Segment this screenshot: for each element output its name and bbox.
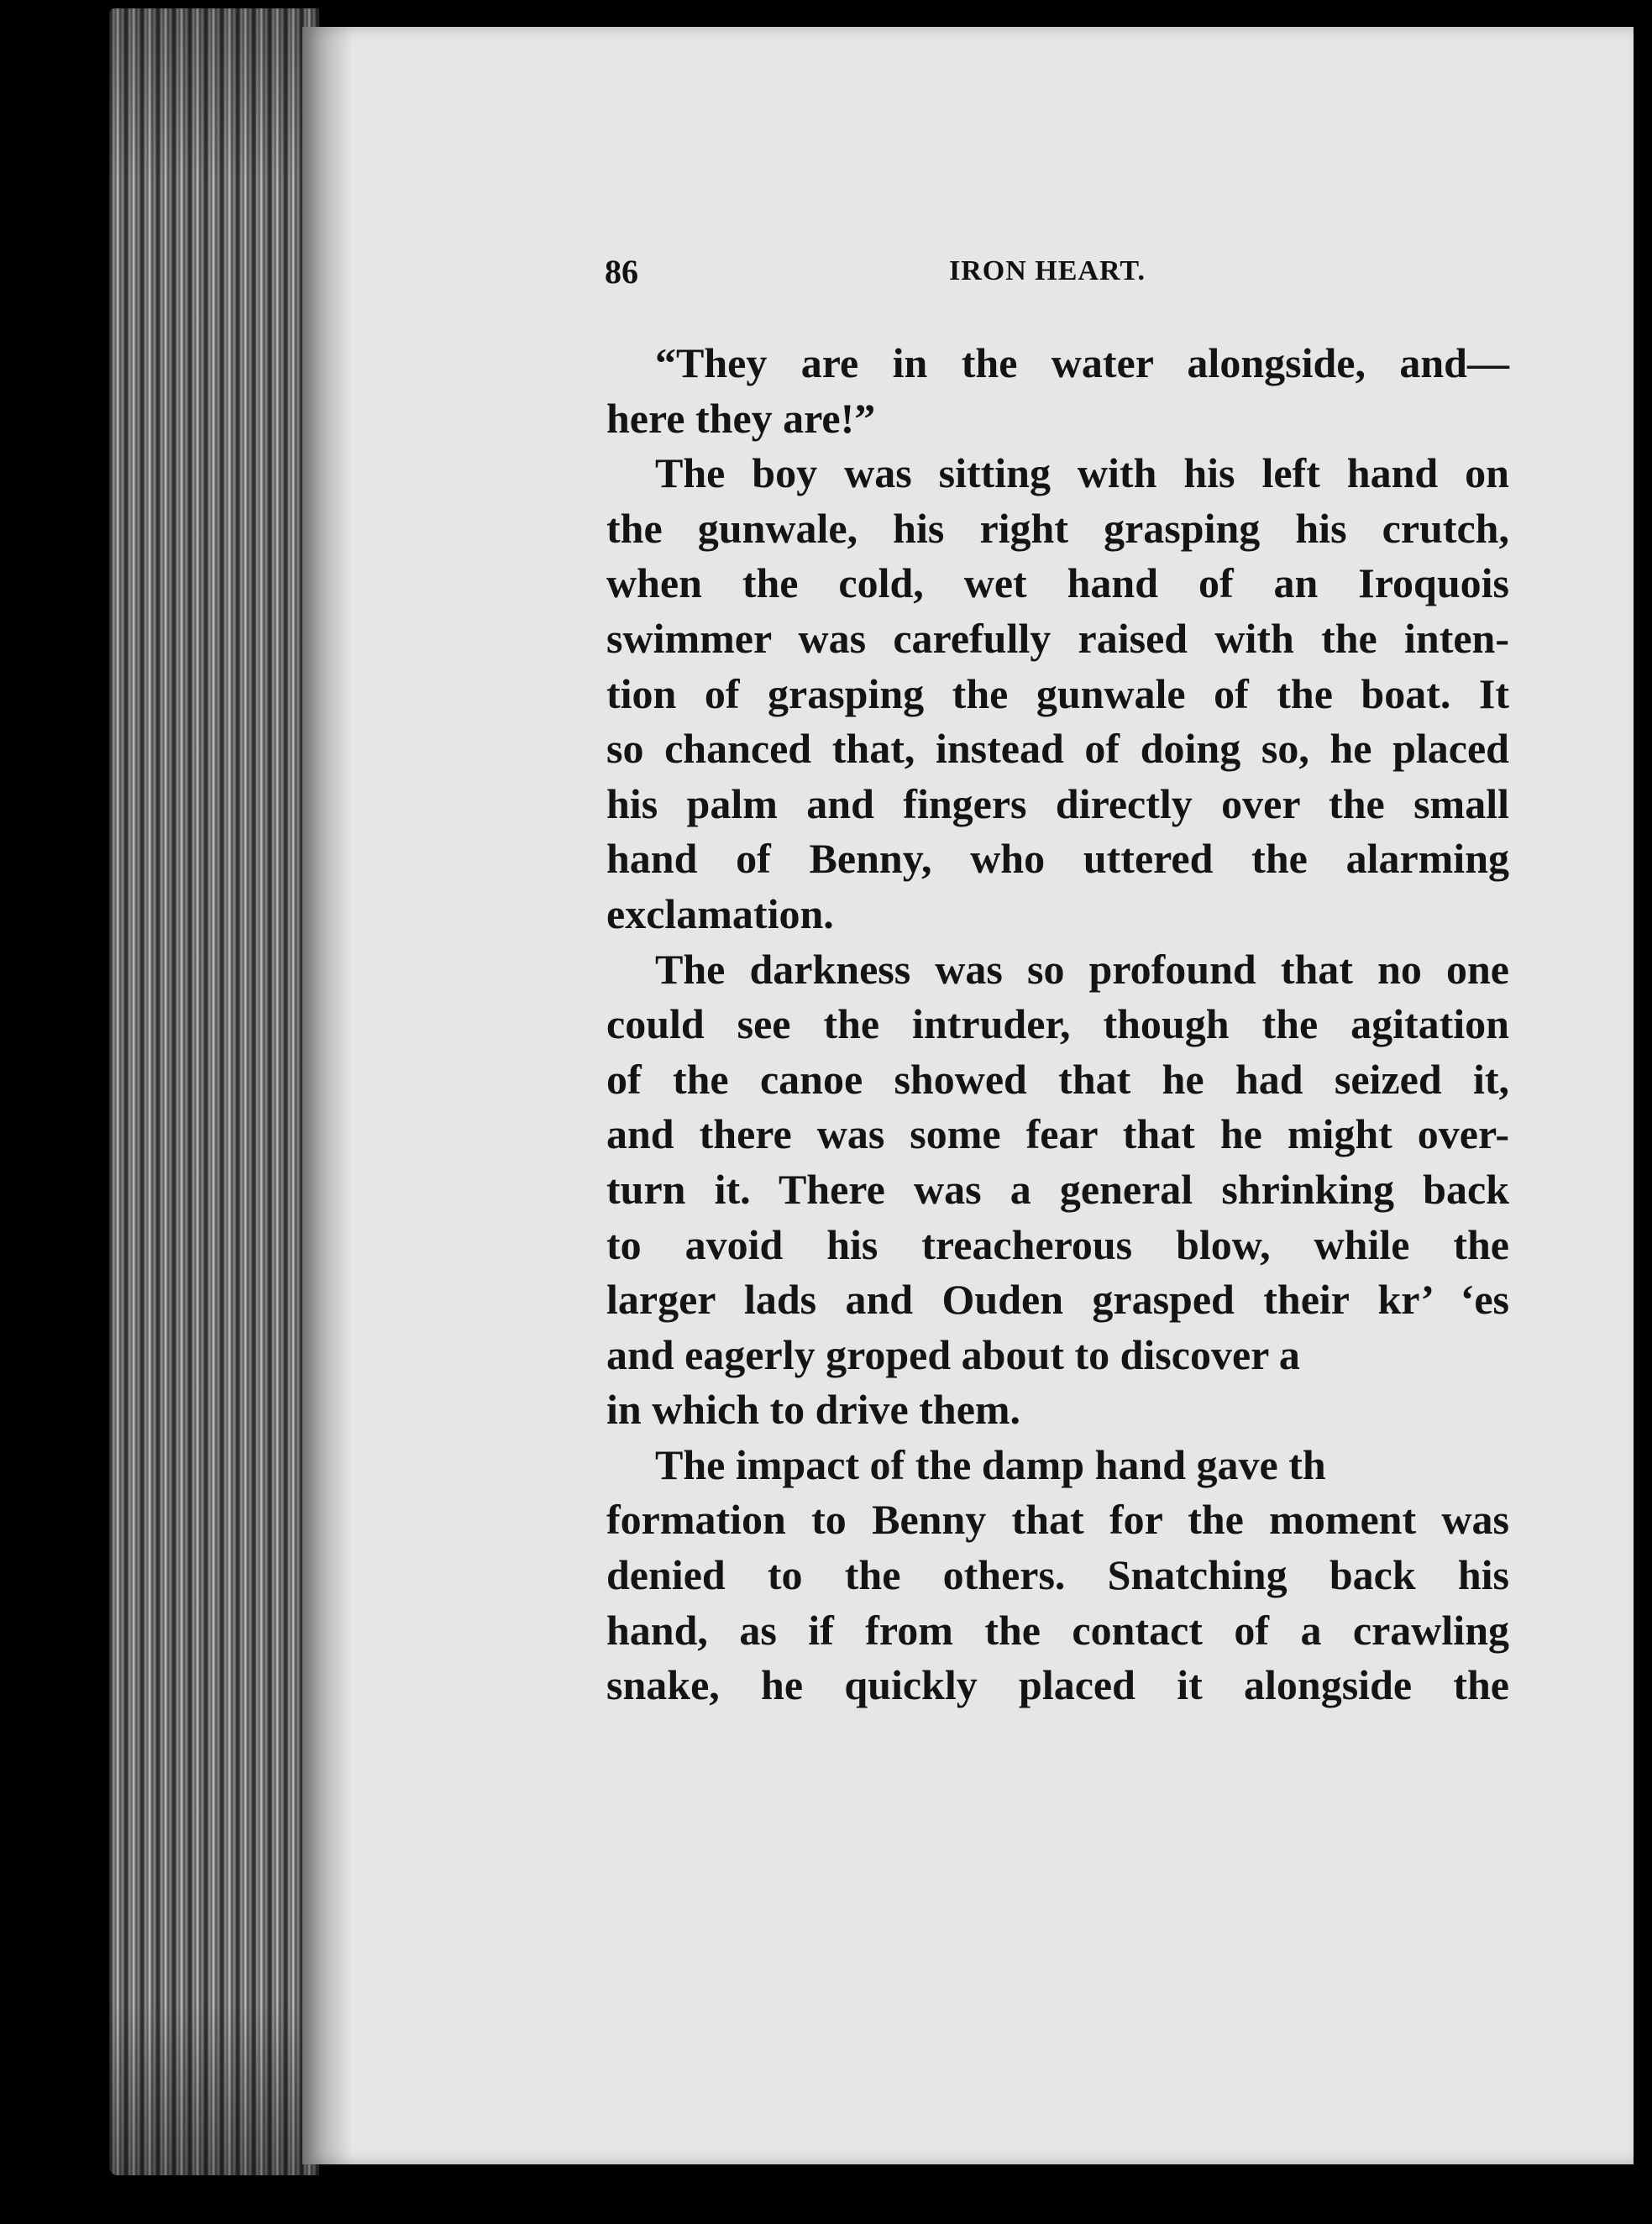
page-header <box>605 252 1512 302</box>
text-line: and there was some fear that he might over- <box>606 1110 1509 1158</box>
text-line: The boy was sitting with his left hand on <box>655 449 1509 497</box>
text-line: hand of Benny, who uttered the alarming <box>606 835 1509 883</box>
text-line: could see the intruder, though the agitation <box>606 1000 1509 1048</box>
paragraph <box>606 336 1509 446</box>
text-line: so chanced that, instead of doing so, he placed <box>606 725 1509 773</box>
text-line: when the cold, wet hand of an Iroquois <box>606 559 1509 607</box>
paragraph <box>606 942 1509 1438</box>
text-line: exclamation. <box>606 889 834 937</box>
text-line: larger lads and Ouden grasped their kr’ ‘es <box>606 1276 1509 1324</box>
page-number: 86 <box>605 253 638 291</box>
text-line: swimmer was carefully raised with the inten- <box>606 614 1509 662</box>
text-line: tion of grasping the gunwale of the boat. It <box>606 669 1509 717</box>
paragraph <box>606 1438 1509 1713</box>
running-head: IRON HEART. <box>949 255 1146 286</box>
text-line: the gunwale, his right grasping his crutch, <box>606 504 1509 552</box>
text-line: of the canoe showed that he had seized it, <box>606 1055 1509 1103</box>
text-line: The darkness was so profound that no one <box>655 945 1509 993</box>
text-line: The impact of the damp hand gave th <box>655 1440 1326 1488</box>
text-line: hand, as if from the contact of a crawling <box>606 1606 1509 1654</box>
text-line: denied to the others. Snatching back his <box>606 1551 1509 1599</box>
text-line: snake, he quickly placed it alongside the <box>606 1661 1509 1709</box>
text-line: “They are in the water alongside, and— <box>655 339 1509 386</box>
page-edges <box>109 8 319 2175</box>
text-line: his palm and fingers directly over the small <box>606 779 1509 827</box>
body-text <box>606 336 1509 1713</box>
text-line: here they are!” <box>606 394 876 442</box>
text-line: in which to drive them. <box>606 1386 1021 1434</box>
text-line: to avoid his treacherous blow, while the <box>606 1220 1509 1268</box>
text-line: turn it. There was a general shrinking back <box>606 1165 1509 1213</box>
text-line: and eagerly groped about to discover a <box>606 1330 1300 1378</box>
text-line: formation to Benny that for the moment was <box>606 1496 1509 1544</box>
paragraph <box>606 446 1509 942</box>
